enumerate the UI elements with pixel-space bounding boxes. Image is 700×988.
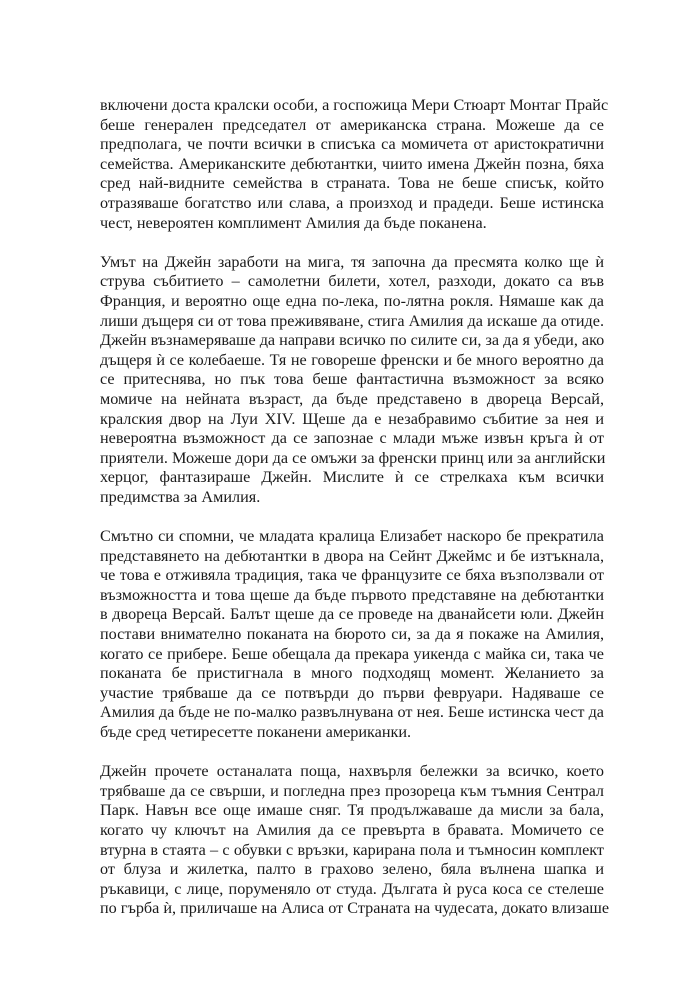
text-line: кралския двор на Луи XIV. Щеше да е незабравимо събитие за нея и (100, 409, 604, 428)
text-line: Джейн прочете останалата поща, нахвърля бележки за всичко, което (100, 762, 604, 781)
text-line: семейства. Американските дебютантки, чиито имена Джейн позна, бяха (100, 154, 604, 173)
text-line: в двореца Версай. Балът щеше да се проведе на дванайсети юли. Джейн (100, 605, 604, 624)
text-line: предимства за Амилия. (100, 487, 261, 506)
paragraph (100, 527, 604, 743)
text-line: от блуза и жилетка, палто в грахово зелено, бяла вълнена шапка и (100, 860, 604, 879)
text-line: възможността и това щеше да бъде първото представяне на дебютантки (100, 585, 604, 604)
text-line: приятели. Можеше дори да се омъжи за френски принц или за английски (100, 448, 606, 467)
text-line: когато се прибере. Беше обещала да прекара уикенда с майка си, така че (100, 644, 604, 663)
text-line: поканата бе пристигнала в много подходящ момент. Желанието за (100, 664, 604, 683)
text-line: постави внимателно поканата на бюрото си, за да я покаже на Амилия, (100, 625, 604, 644)
paragraph (100, 96, 609, 233)
text-line: когато чу ключът на Амилия да се превърта в бравата. Момичето се (100, 820, 604, 839)
text-line: Амилия да бъде не по-малко развълнувана от нея. Беше истинска чест да (100, 703, 604, 722)
text-line: бъде сред четиресетте поканени американки. (100, 723, 412, 741)
text-line: се притеснява, но пък това беше фантастична възможност за всяко (100, 370, 604, 389)
text-line: херцог, фантазираше Джейн. Мислите ѝ се стрелкаха към всички (100, 468, 604, 487)
paragraph (100, 762, 610, 919)
text-line: невероятна възможност да се запознае с млади мъже извън кръга ѝ от (100, 429, 604, 448)
text-line: Франция, и вероятно още една по-лека, по-лятна рокля. Нямаше как да (100, 291, 604, 310)
text-line: ръкавици, с лице, поруменяло от студа. Дългата ѝ руса коса се стелеше (100, 879, 604, 898)
text-line: втурна в стаята – с обувки с връзки, карирана пола и тъмносин комплект (100, 840, 604, 859)
text-line: дъщеря ѝ се колебаеше. Тя не говореше френски и бе много вероятно да (100, 350, 604, 369)
text-line: лиши дъщеря си от това преживяване, стига Амилия да искаше да отиде. (100, 311, 604, 330)
text-line: включени доста кралски особи, а госпожица Мери Стюарт Монтаг Прайс (100, 96, 609, 114)
text-line: участие трябваше да се потвърди до първи февруари. Надяваше се (100, 683, 604, 702)
text-line: струва събитието – самолетни билети, хотел, разходи, докато са във (100, 272, 604, 291)
text-line: Смътно си спомни, че младата кралица Елизабет наскоро бе прекратила (100, 527, 604, 546)
text-line: представянето на дебютантки в двора на Сейнт Джеймс и бе изтъкнала, (100, 546, 604, 565)
paragraph (100, 253, 604, 508)
text-line: трябваше да се свърши, и погледна през прозореца към тъмния Сентрал (100, 781, 604, 800)
text-line: сред най-видните семейства в страната. Това не беше списък, който (100, 174, 604, 193)
text-line: че това е отживяла традиция, така че французите се бяха възползвали от (100, 566, 604, 585)
page-text (100, 96, 610, 919)
text-line: беше генерален председател от американска страна. Можеше да се (100, 115, 604, 134)
text-line: предполага, че почти всички в списъка са момичета от аристократични (100, 135, 604, 154)
text-line: чест, невероятен комплимент Амилия да бъде поканена. (100, 213, 487, 232)
text-line: отразяваше богатство или слава, а произход и прадеди. Беше истинска (100, 193, 604, 212)
text-line: по гърба ѝ, приличаше на Алиса от Страната на чудесата, докато влизаше (100, 899, 610, 918)
text-line: Умът на Джейн заработи на мига, тя започна да пресмята колко ще ѝ (100, 252, 604, 271)
text-line: Джейн възнамеряваше да направи всичко по силите си, за да я убеди, ако (100, 331, 605, 350)
text-line: Парк. Навън все още имаше сняг. Тя продължаваше да мисли за бала, (100, 801, 604, 820)
text-line: момиче на нейната възраст, да бъде представено в двореца Версай, (100, 389, 604, 408)
